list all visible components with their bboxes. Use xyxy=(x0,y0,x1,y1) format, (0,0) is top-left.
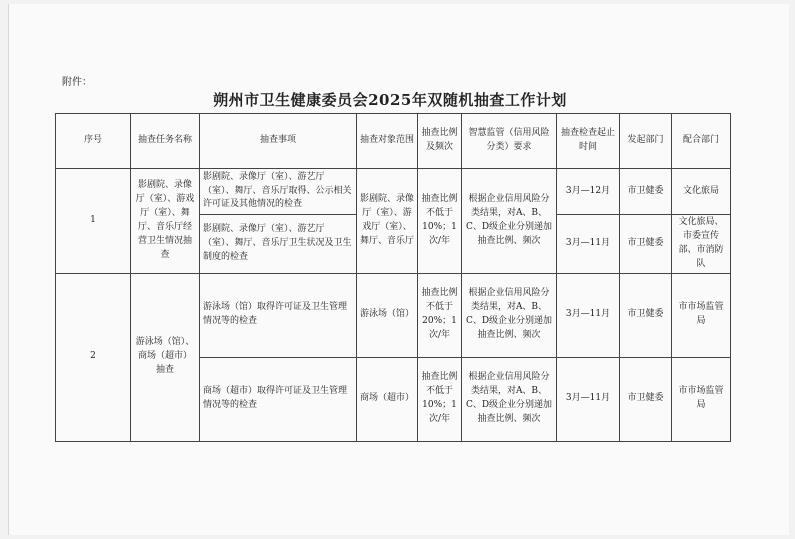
target-scope: 商场（超市） xyxy=(357,357,418,441)
inspection-period: 3月—11月 xyxy=(557,215,620,274)
inspection-plan-table xyxy=(55,113,731,442)
credit-requirement: 根据企业信用风险分类结果，对A、B、C、D级企业分别递加抽查比例、频次 xyxy=(462,273,557,357)
inspection-matter: 影剧院、录像厅（室）、游艺厅（室）、舞厅、音乐厅取得、公示相关许可证及其他情况的检查 xyxy=(200,169,357,215)
initiating-dept: 市卫健委 xyxy=(620,169,672,215)
initiating-dept: 市卫健委 xyxy=(620,273,672,357)
inspection-matter: 商场（超市）取得许可证及卫生管理情况等的检查 xyxy=(200,357,357,441)
header-cell: 抽查对象范围 xyxy=(357,114,418,169)
row-number: 1 xyxy=(56,169,131,274)
table-row xyxy=(56,273,731,357)
table-row xyxy=(56,169,731,215)
cooperating-dept: 文化旅局 xyxy=(672,169,731,215)
header-cell: 配合部门 xyxy=(672,114,731,169)
table-header-row xyxy=(56,114,731,169)
credit-requirement: 根据企业信用风险分类结果，对A、B、C、D级企业分别递加抽查比例、频次 xyxy=(462,357,557,441)
cooperating-dept: 文化旅局、市委宣传部、市消防队 xyxy=(672,215,731,274)
header-cell: 智慧监管（信用风险分类）要求 xyxy=(462,114,557,169)
inspection-ratio: 抽查比例不低于20%；1次/年 xyxy=(418,273,462,357)
header-cell: 序号 xyxy=(56,114,131,169)
target-scope: 影剧院、录像厅（室）、游戏厅（室）、舞厅、音乐厅 xyxy=(357,169,418,274)
row-number: 2 xyxy=(56,273,131,441)
header-cell: 抽查检查起止时间 xyxy=(557,114,620,169)
credit-requirement: 根据企业信用风险分类结果，对A、B、C、D级企业分别递加抽查比例、频次 xyxy=(462,169,557,274)
inspection-matter: 影剧院、录像厅（室）、游艺厅（室）、舞厅、音乐厅卫生状况及卫生制度的检查 xyxy=(200,215,357,274)
inspection-matter: 游泳场（馆）取得许可证及卫生管理情况等的检查 xyxy=(200,273,357,357)
header-cell: 发起部门 xyxy=(620,114,672,169)
cooperating-dept: 市市场监管局 xyxy=(672,273,731,357)
initiating-dept: 市卫健委 xyxy=(620,357,672,441)
inspection-period: 3月—11月 xyxy=(557,273,620,357)
attachment-label: 附件： xyxy=(62,77,92,88)
header-cell: 抽查事项 xyxy=(200,114,357,169)
task-name: 游泳场（馆）、商场（超市）抽查 xyxy=(131,273,200,441)
page-title: 朔州市卫生健康委员会2025年双随机抽查工作计划 xyxy=(213,91,567,109)
task-name: 影剧院、录像厅（室）、游戏厅（室）、舞厅、音乐厅经营卫生情况抽查 xyxy=(131,169,200,274)
inspection-period: 3月—11月 xyxy=(557,357,620,441)
inspection-period: 3月—12月 xyxy=(557,169,620,215)
inspection-ratio: 抽查比例不低于10%；1次/年 xyxy=(418,169,462,274)
inspection-ratio: 抽查比例不低于10%；1次/年 xyxy=(418,357,462,441)
cooperating-dept: 市市场监管局 xyxy=(672,357,731,441)
target-scope: 游泳场（馆） xyxy=(357,273,418,357)
header-cell: 抽查比例及频次 xyxy=(418,114,462,169)
initiating-dept: 市卫健委 xyxy=(620,215,672,274)
header-cell: 抽查任务名称 xyxy=(131,114,200,169)
